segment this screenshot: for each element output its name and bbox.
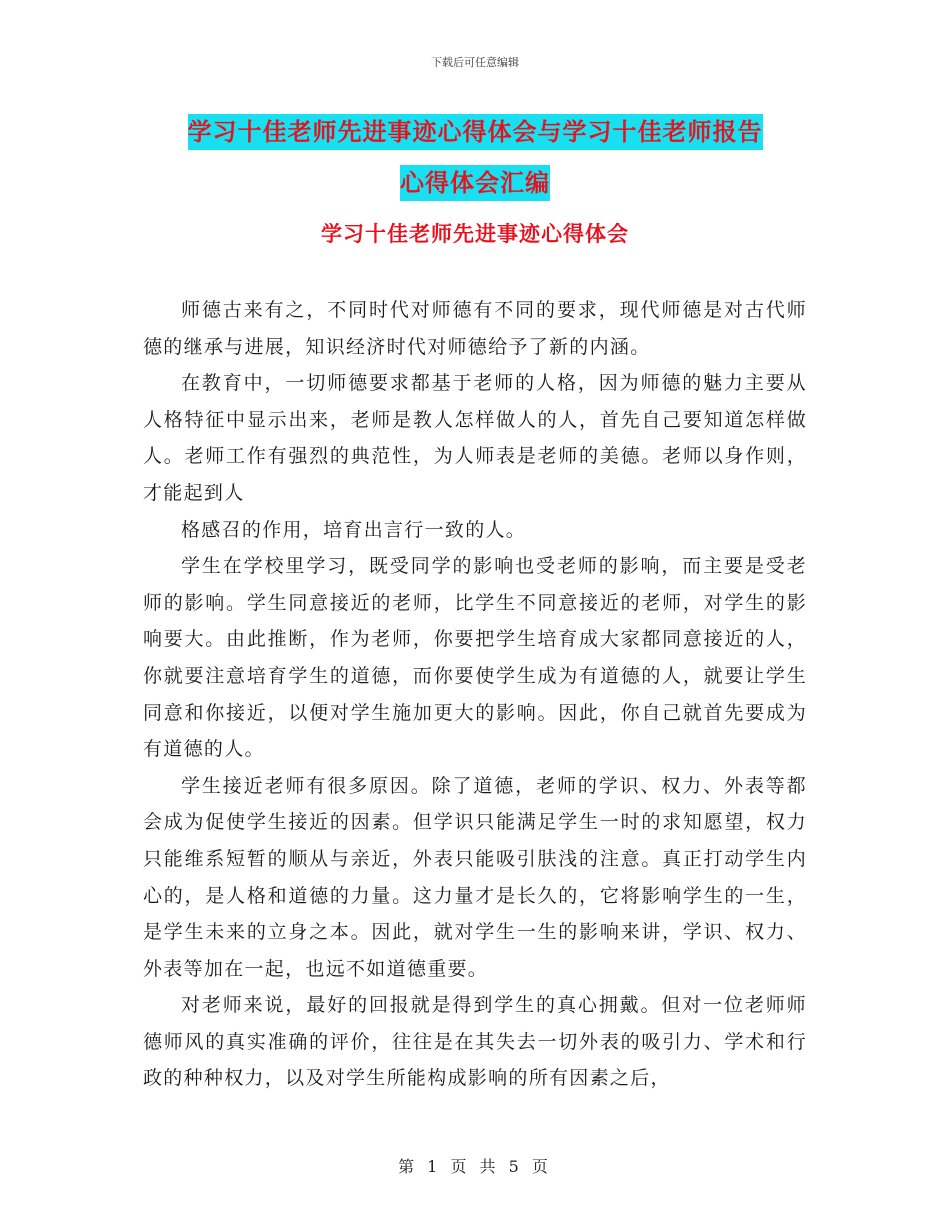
document-title-line-2: 心得体会汇编	[400, 165, 550, 201]
paragraph: 学生接近老师有很多原因。除了道德，老师的学识、权力、外表等都会成为促使学生接近的因素。但学识只能满足学生一时的求知愿望，权力只能维系短暂的顺从与亲近，外表只能吸引肤浅的注意。真正打动学生内心的，是人格和道德的力量。这力量才是长久的，它将影响学生的一生，是学生未来的立身之本。因此，就对学生一生的影响来讲，学识、权力、外表等加在一起，也远不如道德重要。	[143, 774, 807, 980]
paragraph: 在教育中，一切师德要求都基于老师的人格，因为师德的魅力主要从人格特征中显示出来，老师是教人怎样做人的人，首先自己要知道怎样做人。老师工作有强烈的典范性，为人师表是老师的美德。老师以身作则，才能起到人	[143, 372, 807, 504]
document-title	[140, 108, 810, 210]
body-text	[143, 292, 807, 1097]
paragraph: 对老师来说，最好的回报就是得到学生的真心拥戴。但对一位老师师德师风的真实准确的评价，往往是在其失去一切外表的吸引力、学术和行政的种种权力，以及对学生所能构成影响的所有因素之后，	[143, 994, 807, 1090]
paragraph: 师德古来有之，不同时代对师德有不同的要求，现代师德是对古代师德的继承与进展，知识经济时代对师德给予了新的内涵。	[143, 299, 807, 358]
page-number-footer: 第 1 页 共 5 页	[398, 1157, 552, 1176]
paragraph: 学生在学校里学习，既受同学的影响也受老师的影响，而主要是受老师的影响。学生同意接近的老师，比学生不同意接近的老师，对学生的影响要大。由此推断，作为老师，你要把学生培育成大家都同意接近的人，你就要注意培育学生的道德，而你要使学生成为有道德的人，就要让学生同意和你接近，以便对学生施加更大的影响。因此，你自己就首先要成为有道德的人。	[143, 555, 807, 761]
section-heading: 学习十佳老师先进事迹心得体会	[321, 222, 629, 246]
header-note: 下载后可任意编辑	[431, 56, 519, 69]
paragraph: 格感召的作用，培育出言行一致的人。	[181, 518, 527, 541]
document-title-line-1: 学习十佳老师先进事迹心得体会与学习十佳老师报告	[188, 114, 763, 150]
